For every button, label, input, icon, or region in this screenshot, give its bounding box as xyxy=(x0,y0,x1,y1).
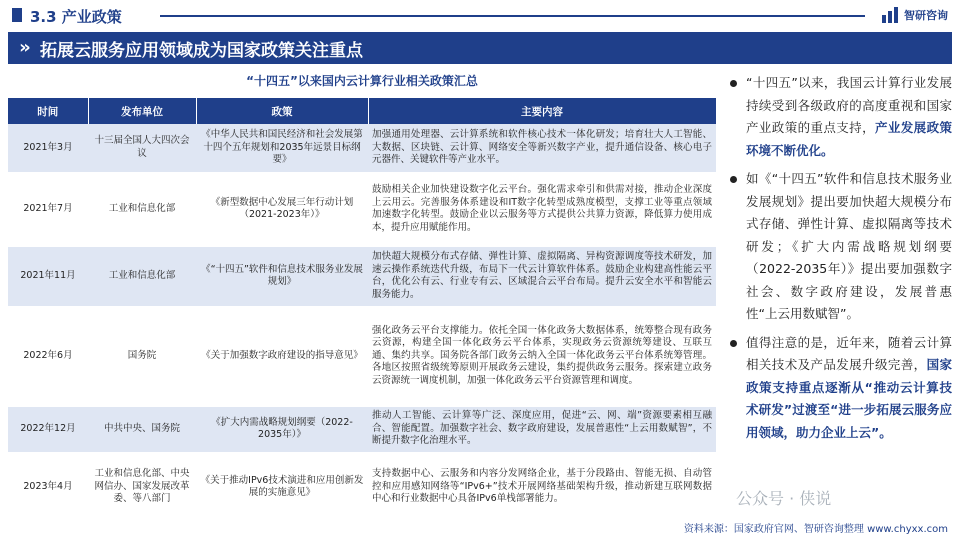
bullet-point xyxy=(730,332,952,445)
bullet-text: “十四五”以来，我国云计算行业发展持续受到各级政府的高度重视和国家产业政策的重点支持， xyxy=(746,75,952,135)
cell-policy: 《“十四五”软件和信息技术服务业发展规划》 xyxy=(196,246,368,306)
table-row xyxy=(8,452,716,522)
cell-policy: 《扩大内需战略规划纲要（2022-2035年）》 xyxy=(196,406,368,452)
double-chevron-icon: » xyxy=(19,37,31,58)
bullet-dot-icon xyxy=(730,176,737,183)
table-title: “十四五”以来国内云计算行业相关政策汇总 xyxy=(246,74,478,88)
bullet-dot-icon xyxy=(730,340,737,347)
bullet-highlight: 产业发展政策环境不断优化。 xyxy=(746,120,952,158)
bullet-point xyxy=(730,72,952,162)
cell-time: 2021年3月 xyxy=(8,124,88,172)
top-header xyxy=(0,0,960,30)
commentary-bullets xyxy=(730,72,952,450)
header-time: 时间 xyxy=(8,98,88,124)
cell-org: 十三届全国人大四次会议 xyxy=(88,124,196,172)
cell-content: 加快超大规模分布式存储、弹性计算、虚拟隔离、异构资源调度等技术研发，加速云操作系统迭代升级，布局下一代云计算软件体系。鼓励企业构建高性能云平台，优化公有云、行业专有云、区域混合云平台布局。提升云安全水平和智能云服务能力。 xyxy=(368,246,716,306)
table-row xyxy=(8,172,716,246)
brand-logo xyxy=(882,6,948,24)
table-header-row xyxy=(8,98,716,124)
table-row xyxy=(8,246,716,306)
bullet-text: 值得注意的是，近年来，随着云计算相关技术及产品发展升级完善， xyxy=(746,334,952,372)
title-banner xyxy=(8,32,952,64)
cell-org: 工业和信息化部、中央网信办、国家发展改革委、等八部门 xyxy=(88,452,196,522)
cell-policy: 《新型数据中心发展三年行动计划（2021-2023年）》 xyxy=(196,172,368,246)
bullet-text: 如《“十四五”软件和信息技术服务业发展规划》提出要加快超大规模分布式存储、弹性计算、虚拟隔离等技术研发；《扩大内需战略规划纲要（2022-2035年）》提出要加强数字社会、数字政府建设，发展普惠性“上云用数赋智”。 xyxy=(746,171,952,321)
section-marker xyxy=(12,8,22,22)
table-row xyxy=(8,406,716,452)
cell-time: 2023年4月 xyxy=(8,452,88,522)
policy-table xyxy=(8,98,717,523)
cell-time: 2022年12月 xyxy=(8,406,88,452)
header-policy: 政策 xyxy=(196,98,368,124)
cell-content: 鼓励相关企业加快建设数字化云平台。强化需求牵引和供需对接，推动企业深度上云用云。完善服务体系建设和IT数字化转型成熟度模型，支撑工业等重点领域加速数字化转型。鼓励企业以云服务等方式提供公共算力资源，降低算力使用成本，提升应用赋能作用。 xyxy=(368,172,716,246)
cell-org: 工业和信息化部 xyxy=(88,246,196,306)
cell-policy: 《关于推动IPv6技术演进和应用创新发展的实施意见》 xyxy=(196,452,368,522)
source-note: 资料来源：国家政府官网、智研咨询整理 www.chyxx.com xyxy=(683,524,948,535)
cell-policy: 《中华人民共和国民经济和社会发展第十四个五年规划和2035年远景目标纲要》 xyxy=(196,124,368,172)
cell-time: 2021年7月 xyxy=(8,172,88,246)
watermark: 公众号 · 侠说 xyxy=(736,489,832,508)
cell-org: 中共中央、国务院 xyxy=(88,406,196,452)
cell-time: 2022年6月 xyxy=(8,306,88,406)
cell-content: 强化政务云平台支撑能力。依托全国一体化政务大数据体系，统筹整合现有政务云资源，构建全国一体化政务云平台体系，实现政务云资源统筹建设、互联互通、集约共享。国务院各部门政务云纳入全国一体化政务云平台体系统筹管理。各地区按照省级统筹原则开展政务云建设，集约提供政务云服务。探索建立政务云资源统一调度机制，加强一体化政务云平台资源管理和调度。 xyxy=(368,306,716,406)
bullet-point xyxy=(730,168,952,326)
brand-name: 智研咨询 xyxy=(904,9,948,22)
cell-content: 支持数据中心、云服务和内容分发网络企业，基于分段路由、智能无损、自动管控和应用感知网络等“IPv6+”技术开展网络基础架构升级，推动新建互联网数据中心和行业数据中心具备IPv6单栈部署能力。 xyxy=(368,452,716,522)
banner-title: 拓展云服务应用领域成为国家政策关注重点 xyxy=(40,40,363,61)
cell-policy: 《关于加强数字政府建设的指导意见》 xyxy=(196,306,368,406)
bullet-highlight: 国家政策支持重点逐渐从“推动云计算技术研发”过渡至“进一步拓展云服务应用领域，助力企业上云”。 xyxy=(746,357,952,440)
cell-org: 工业和信息化部 xyxy=(88,172,196,246)
header-divider xyxy=(160,15,865,17)
cell-content: 推动人工智能、云计算等广泛、深度应用，促进“云、网、端”资源要素相互融合、智能配置。加强数字社会、数字政府建设，发展普惠性“上云用数赋智”，不断提升数字化治理水平。 xyxy=(368,406,716,452)
table-row xyxy=(8,306,716,406)
cell-org: 国务院 xyxy=(88,306,196,406)
header-content: 主要内容 xyxy=(368,98,716,124)
table-row xyxy=(8,124,716,172)
cell-content: 加强通用处理器、云计算系统和软件核心技术一体化研发；培育壮大人工智能、大数据、区块链、云计算、网络安全等新兴数字产业，提升通信设备、核心电子元器件、关键软件等产业水平。 xyxy=(368,124,716,172)
bullet-dot-icon xyxy=(730,80,737,87)
cell-time: 2021年11月 xyxy=(8,246,88,306)
section-title: 3.3 产业政策 xyxy=(30,8,122,26)
brand-bars-icon xyxy=(882,7,900,23)
header-org: 发布单位 xyxy=(88,98,196,124)
